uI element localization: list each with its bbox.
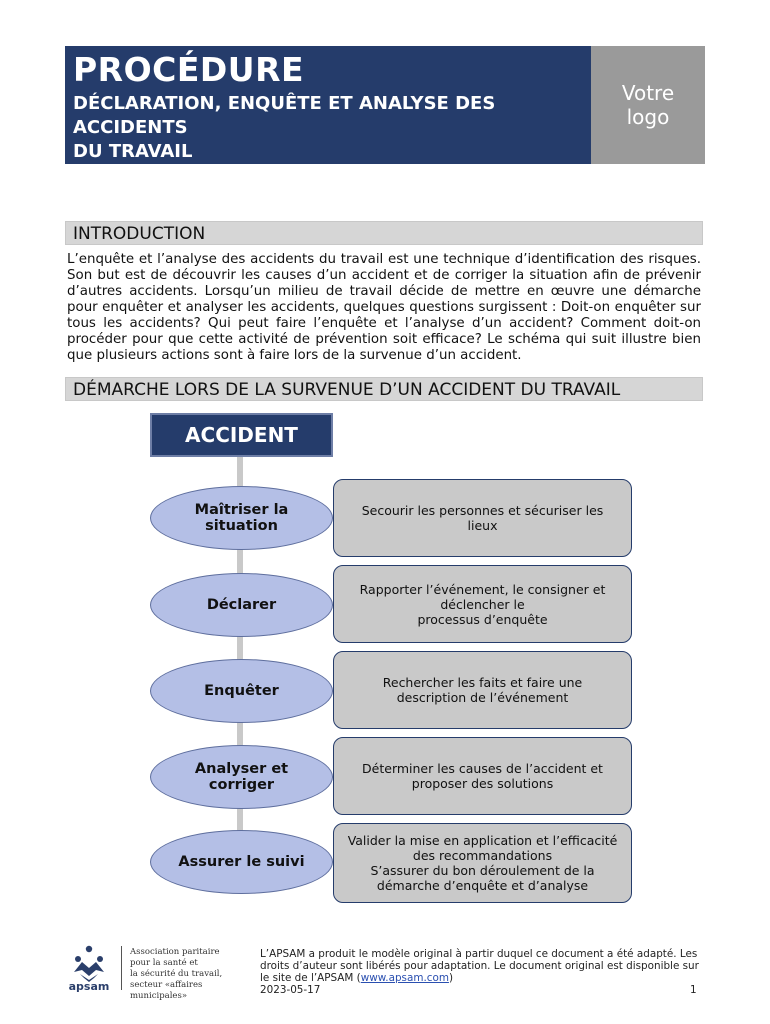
step-desc-line: Déterminer les causes de l’accident et [362, 761, 603, 776]
logo-placeholder-line: Votre [621, 81, 675, 105]
step-label-line: Maîtriser la [194, 502, 289, 518]
org-line: pour la santé et [130, 958, 198, 968]
footer-date: 2023-05-17 [260, 984, 321, 996]
step-label-line: Analyser et [194, 761, 289, 777]
footer-note-close: ) [448, 972, 453, 984]
step-desc-line: déclencher le [440, 596, 525, 612]
step-label-line: Assurer le suivi [178, 854, 305, 870]
step-label-line: Déclarer [206, 597, 277, 613]
org-line: Association paritaire [130, 947, 220, 957]
logo-placeholder-text [608, 81, 688, 129]
subtitle-line: DU TRAVAIL [73, 141, 193, 162]
apsam-logo-word: apsam [68, 980, 110, 992]
step-desc-line: processus d’enquête [417, 611, 548, 627]
step-label-line: situation [205, 518, 278, 534]
step-desc-enqueter [333, 651, 632, 729]
step-desc-maitriser [333, 479, 632, 557]
step-desc-declarer [333, 565, 632, 643]
footer-note [260, 948, 702, 996]
subtitle-line: ACCIDENTS [73, 117, 188, 138]
step-desc-line: lieux [467, 518, 498, 533]
apsam-logo [66, 944, 246, 1001]
subtitle-line: DÉCLARATION, ENQUÊTE ET ANALYSE DES [73, 93, 496, 114]
logo-placeholder [591, 46, 705, 164]
page-number: 1 [690, 984, 697, 996]
org-line: la sécurité du travail, [130, 969, 223, 979]
step-desc-suivi [333, 823, 632, 903]
step-desc-line: Valider la mise en application et l’efficacité [347, 833, 618, 848]
step-desc-line: Rapporter l’événement, le consigner et [359, 581, 606, 597]
step-oval-suivi [150, 830, 333, 894]
step-desc-line: démarche d’enquête et d’analyse [376, 878, 589, 893]
process-heading: DÉMARCHE LORS DE LA SURVENUE D’UN ACCIDENT DU TRAVAIL [65, 377, 703, 401]
apsam-logo-icon [66, 944, 112, 992]
introduction-body: L’enquête et l’analyse des accidents du travail est une technique d’identification des risques. Son but est de découvrir les causes d’un accident et de corriger la situation afin de prévenir d’autres accidents. Lorsqu’un milieu de travail décide de mettre en œuvre une démarche pour enquêter et analyser les accidents, quelques questions surgissent : Doit-on enquêter sur tous les accidents? Qui peut faire l’enquête et l’analyse d’un accident? Comment doit-on procéder pour que cette activité de prévention soit efficace? Le schéma qui suit illustre bien que plusieurs actions sont à faire lors de la survenue d’un accident. [67, 252, 701, 363]
introduction-heading: INTRODUCTION [65, 221, 703, 245]
accident-start-box: ACCIDENT [150, 413, 333, 457]
step-desc-line: Secourir les personnes et sécuriser les [361, 503, 604, 518]
org-line: secteur «affaires municipales» [130, 980, 203, 1001]
step-oval-enqueter [150, 659, 333, 723]
logo-divider [121, 946, 122, 990]
apsam-org-name [130, 947, 246, 1002]
step-desc-line: proposer des solutions [411, 776, 554, 791]
apsam-website-link[interactable]: www.apsam.com [360, 972, 449, 984]
document-title: PROCÉDURE [73, 50, 305, 89]
step-desc-analyser [333, 737, 632, 815]
step-desc-line: Rechercher les faits et faire une [382, 675, 583, 690]
header-banner [65, 46, 591, 164]
footer-note-text: L’APSAM a produit le modèle original à partir duquel ce document a été adapté. Les droits d’auteur sont libérés pour adaptation. Le document original est disponible sur le site de l’APSAM ( [260, 948, 699, 984]
step-desc-line: S’assurer du bon déroulement de la [370, 863, 595, 878]
step-label-line: Enquêter [204, 683, 279, 699]
step-desc-line: des recommandations [412, 848, 553, 863]
step-oval-analyser [150, 745, 333, 809]
step-label-line: corriger [208, 777, 275, 793]
step-oval-maitriser [150, 486, 333, 550]
logo-placeholder-line: logo [626, 105, 670, 129]
document-subtitle [73, 92, 573, 164]
step-oval-declarer [150, 573, 333, 637]
step-desc-line: description de l’événement [396, 690, 569, 705]
